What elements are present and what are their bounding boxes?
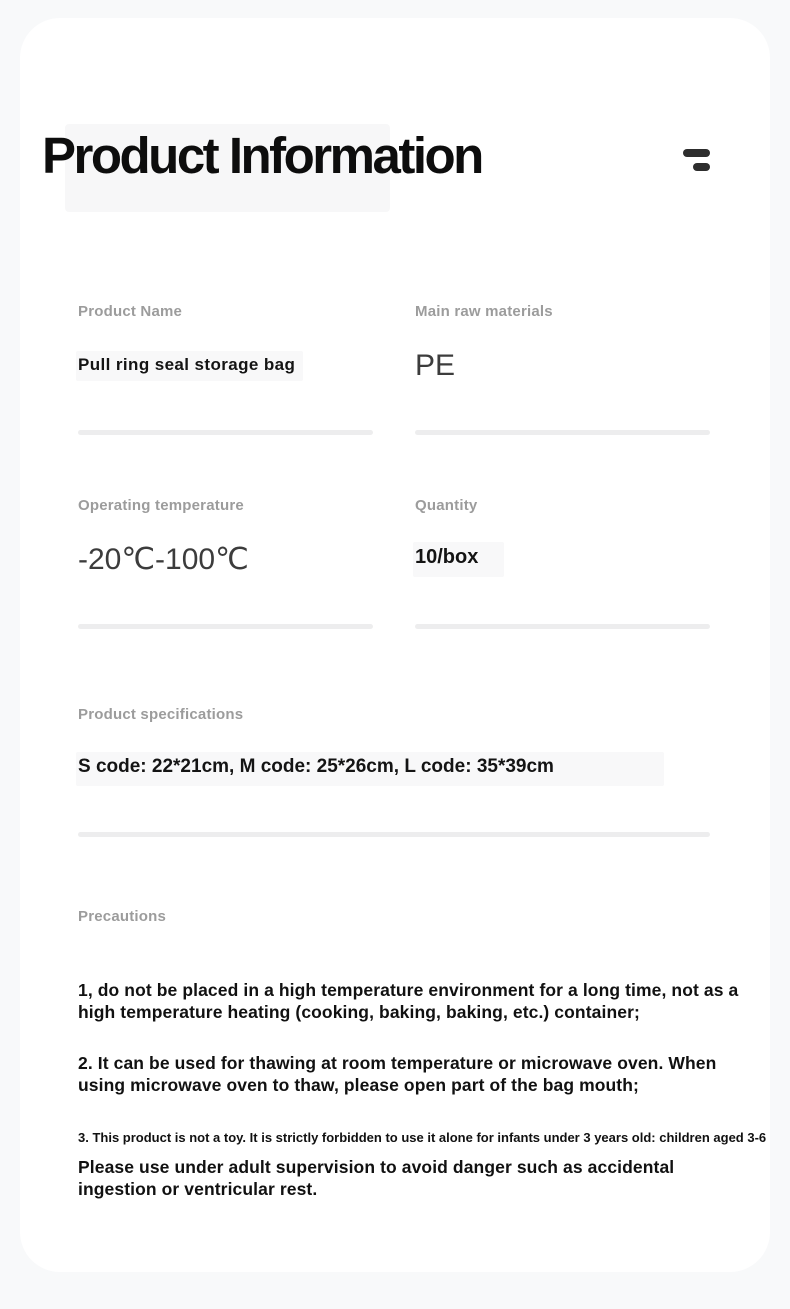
field-value-operating-temperature: -20℃-100℃ (78, 543, 249, 576)
precaution-item-1: 1, do not be placed in a high temperature environment for a long time, not as a high temperature heating (cooking, baking, baking, etc.) container; (78, 980, 739, 1022)
precaution-item-2: 2. It can be used for thawing at room temperature or microwave oven. When using microwave oven to thaw, please open part of the bag mouth; (78, 1053, 717, 1095)
two-bars-icon (682, 149, 710, 189)
field-quantity (415, 497, 477, 514)
field-label: Main raw materials (415, 303, 553, 320)
field-operating-temperature (78, 497, 244, 514)
field-value-main-raw-materials: PE (415, 349, 456, 382)
field-main-raw-materials (415, 303, 553, 320)
precautions-section-label (78, 908, 166, 925)
field-value-product-specifications: S code: 22*21cm, M code: 25*26cm, L code: 35*39cm (76, 752, 664, 786)
field-label: Quantity (415, 497, 478, 514)
field-product-specifications (78, 706, 243, 723)
field-product-name (78, 303, 182, 320)
divider (78, 832, 710, 837)
page-title: Product Information (42, 127, 482, 184)
icon-bar-top (683, 149, 710, 157)
field-value-quantity: 10/box (413, 542, 504, 577)
field-label: Precautions (78, 908, 167, 925)
divider (415, 624, 710, 629)
field-label: Product specifications (78, 706, 244, 723)
icon-bar-bottom (693, 163, 710, 171)
precaution-item-4: Please use under adult supervision to avoid danger such as accidental ingestion or ventricular rest. (78, 1157, 675, 1199)
divider (78, 430, 373, 435)
field-label: Operating temperature (78, 497, 244, 514)
precaution-item-3: 3. This product is not a toy. It is strictly forbidden to use it alone for infants under 3 years old: children aged 3-6 (78, 1130, 767, 1145)
field-value-product-name: Pull ring seal storage bag (76, 351, 303, 381)
field-label: Product Name (78, 303, 183, 320)
divider (415, 430, 710, 435)
divider (78, 624, 373, 629)
product-info-card (20, 18, 770, 1272)
